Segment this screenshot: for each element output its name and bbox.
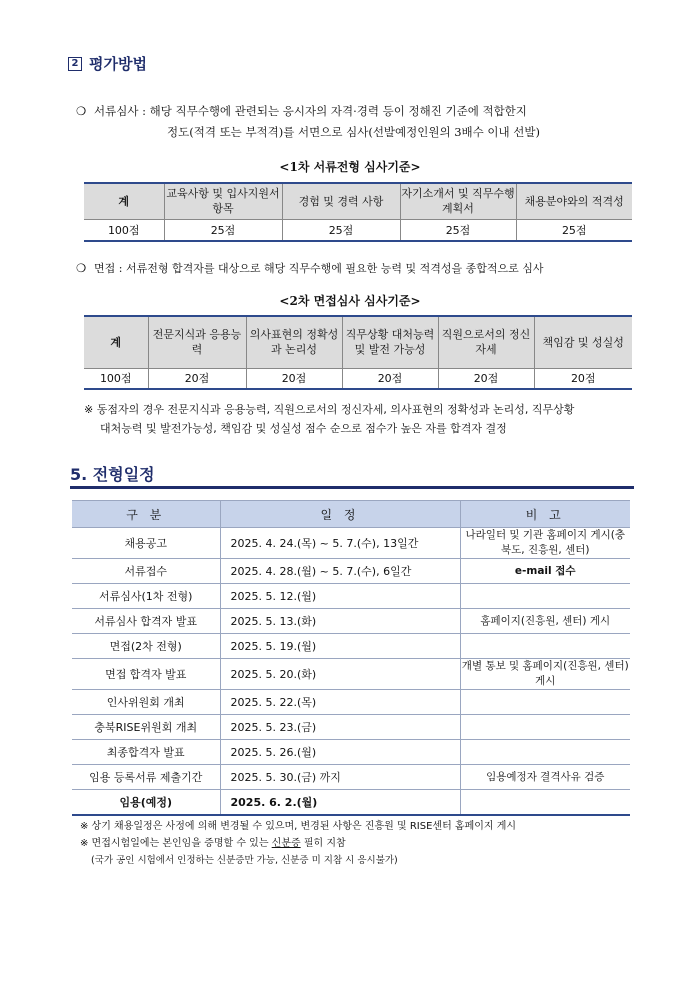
schedule-item: 임용(예정) [72, 790, 220, 815]
schedule-note [460, 690, 630, 715]
footnote-text: 필히 지참 [300, 838, 346, 849]
header-cell: 비 고 [460, 501, 630, 528]
schedule-date: 2025. 5. 12.(월) [220, 584, 460, 609]
header-cell: 경험 및 경력 사항 [282, 183, 400, 219]
value-cell: 100점 [84, 219, 164, 241]
schedule-date: 2025. 5. 30.(금) 까지 [220, 765, 460, 790]
schedule-date: 2025. 6. 2.(월) [220, 790, 460, 815]
value-cell: 25점 [516, 219, 632, 241]
header-cell: 직무상황 대처능력 및 발전 가능성 [342, 316, 438, 368]
value-cell: 20점 [246, 368, 342, 389]
schedule-note: 임용예정자 결격사유 검증 [460, 765, 630, 790]
header-cell: 일 정 [220, 501, 460, 528]
schedule-note [460, 790, 630, 815]
value-cell: 25점 [400, 219, 516, 241]
criteria2-caption: <2차 면접심사 심사기준> [279, 294, 421, 308]
header-cell: 자기소개서 및 직무수행계획서 [400, 183, 516, 219]
interview-text: 면접 : 서류전형 합격자를 대상으로 해당 직무수행에 필요한 능력 및 적격성을 종합적으로 심사 [94, 262, 544, 275]
section-number-box: 2 [68, 57, 82, 71]
schedule-note: 개별 통보 및 홈페이지(진흥원, 센터) 게시 [460, 659, 630, 690]
screening-text-line2: 정도(적격 또는 부적격)를 서면으로 심사(선발예정인원의 3배수 이내 선발) [167, 125, 541, 139]
schedule-note [460, 584, 630, 609]
criteria1-caption: <1차 서류전형 심사기준> [279, 160, 421, 174]
value-cell: 25점 [282, 219, 400, 241]
footnote-text: ※ 면접시험일에는 본인임을 증명할 수 있는 [80, 838, 272, 849]
table-row [72, 584, 630, 609]
header-cell: 계 [84, 183, 164, 219]
schedule-date: 2025. 5. 19.(월) [220, 634, 460, 659]
section-title-text: 평가방법 [89, 55, 147, 73]
schedule-date: 2025. 5. 20.(화) [220, 659, 460, 690]
criteria1-table [84, 182, 632, 242]
value-cell: 100점 [84, 368, 148, 389]
criteria2-table [84, 315, 632, 390]
schedule-item: 서류심사(1차 전형) [72, 584, 220, 609]
section-divider [70, 486, 634, 489]
schedule-item: 서류접수 [72, 559, 220, 584]
table-row [72, 765, 630, 790]
value-cell: 20점 [534, 368, 632, 389]
schedule-note: 홈페이지(진흥원, 센터) 게시 [460, 609, 630, 634]
schedule-note [460, 634, 630, 659]
schedule-item: 서류심사 합격자 발표 [72, 609, 220, 634]
schedule-item: 인사위원회 개최 [72, 690, 220, 715]
schedule-date: 2025. 5. 13.(화) [220, 609, 460, 634]
table-row [72, 715, 630, 740]
schedule-item: 면접(2차 전형) [72, 634, 220, 659]
circle-bullet-icon: ❍ [76, 261, 87, 275]
header-cell: 의사표현의 정확성과 논리성 [246, 316, 342, 368]
schedule-item: 채용공고 [72, 528, 220, 559]
header-cell: 교육사항 및 입사지원서 항목 [164, 183, 282, 219]
screening-text-line1: 서류심사 : 해당 직무수행에 관련되는 응시자의 자격·경력 등이 정해진 기준에 적합한지 [94, 104, 527, 118]
note-line: 대처능력 및 발전가능성, 책임감 및 성실성 점수 순으로 점수가 높은 자를 합격자 결정 [100, 422, 507, 435]
header-cell: 직원으로서의 정신자세 [438, 316, 534, 368]
schedule-table [72, 500, 630, 816]
value-cell: 25점 [164, 219, 282, 241]
table-row [72, 790, 630, 815]
header-cell: 구 분 [72, 501, 220, 528]
circle-bullet-icon: ❍ [76, 104, 87, 118]
value-cell: 20점 [342, 368, 438, 389]
footnote-line: (국가 공인 시험에서 인정하는 신분증만 가능, 신분증 미 지참 시 응시불가) [91, 855, 398, 866]
section-2-title [68, 53, 147, 74]
schedule-note: 나라일터 및 기관 홈페이지 게시(충북도, 진흥원, 센터) [460, 528, 630, 559]
header-cell: 전문지식과 응용능력 [148, 316, 246, 368]
table-row [72, 740, 630, 765]
table-row [72, 609, 630, 634]
footnotes [80, 818, 516, 869]
tie-breaker-note [84, 400, 644, 438]
schedule-date: 2025. 4. 28.(월) ~ 5. 7.(수), 6일간 [220, 559, 460, 584]
table-row [72, 528, 630, 559]
table-row [72, 559, 630, 584]
schedule-item: 임용 등록서류 제출기간 [72, 765, 220, 790]
footnote-line: ※ 상기 채용일정은 사정에 의해 변경될 수 있으며, 변경된 사항은 진흥원 및 RISE센터 홈페이지 게시 [80, 821, 517, 832]
header-cell: 채용분야와의 적격성 [516, 183, 632, 219]
schedule-item: 충북RISE위원회 개최 [72, 715, 220, 740]
table-row [72, 634, 630, 659]
value-cell: 20점 [438, 368, 534, 389]
note-line: ※ 동점자의 경우 전문지식과 응용능력, 직원으로서의 정신자세, 의사표현의 정확성과 논리성, 직무상황 [84, 403, 575, 416]
schedule-item: 최종합격자 발표 [72, 740, 220, 765]
schedule-date: 2025. 5. 26.(월) [220, 740, 460, 765]
section-5-title: 5. 전형일정 [70, 465, 155, 484]
schedule-note [460, 740, 630, 765]
header-cell: 책임감 및 성실성 [534, 316, 632, 368]
table-row [72, 659, 630, 690]
footnote-line [80, 835, 516, 852]
id-card-emphasis: 신분증 [271, 838, 301, 849]
value-cell: 20점 [148, 368, 246, 389]
table-row [72, 690, 630, 715]
header-cell: 계 [84, 316, 148, 368]
schedule-item: 면접 합격자 발표 [72, 659, 220, 690]
schedule-date: 2025. 5. 23.(금) [220, 715, 460, 740]
schedule-date: 2025. 5. 22.(목) [220, 690, 460, 715]
schedule-date: 2025. 4. 24.(목) ~ 5. 7.(수), 13일간 [220, 528, 460, 559]
schedule-note: e-mail 접수 [460, 559, 630, 584]
schedule-note [460, 715, 630, 740]
